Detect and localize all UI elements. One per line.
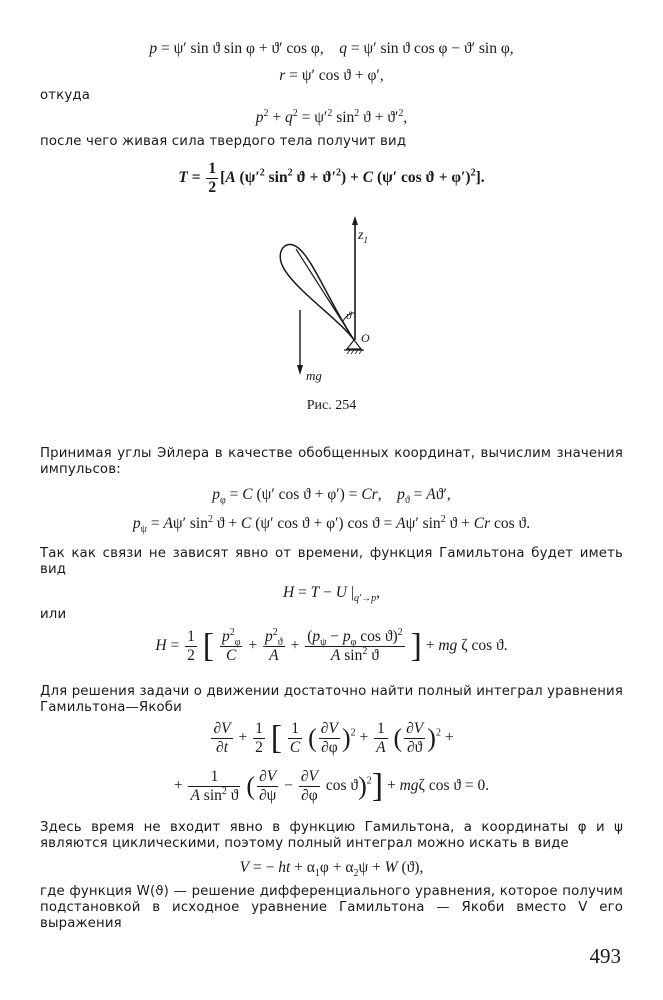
equation-p2-q2: $p^2 + q^2 = \psi'^2$ $\sin^2 ϑ + ϑ'^2$, [255, 107, 408, 126]
equation-r: r = ψ′ cos ϑ + φ′, [279, 67, 384, 84]
equation-hamiltonian-2: H = $\frac{1}{2}$ [ $\frac{p^2_\varphi}{C}$ + $\frac{p^2_ϑ}{A}$ + $\frac{(p_\psi - p_\varphi \cos ϑ)^2}{A \sin^2 ϑ}$ ] + mg ζ cos ϑ. [155, 626, 508, 665]
paragraph-prinimaya: Принимая углы Эйлера в качестве обобщенных координат, вычислим значения импульсов: [40, 446, 623, 477]
figure-254-diagram [270, 215, 400, 385]
body-axis-line [296, 249, 354, 340]
equation-hamilton-jacobi-line1: $\frac{\partial V}{\partial t}$ + $\frac{1}{2}$ [ $\frac{1}{C}$ ( $\frac{\partial V}{\partial\varphi}$ )$^2$ + $\frac{1}{A}$ ( $\frac{\partial V}{\partial ϑ}$ )$^2$ + [213, 719, 454, 757]
paragraph-zdes-vremya: Здесь время не входит явно в функцию Гамильтона, а координаты φ и ψ являются циклическими, поэтому полный интеграл можно искать в виде [40, 820, 623, 851]
z-axis-arrow [352, 216, 358, 225]
pivot-hatching [347, 350, 362, 354]
equation-p-q: p = ψ′ sin ϑ sin φ + ϑ′ cos φ, q = ψ′ sin ϑ cos φ − ϑ′ sin φ, [149, 40, 514, 57]
figure-caption: Рис. 254 [306, 398, 357, 413]
page-number: 493 [589, 944, 621, 968]
text-posle: после чего живая сила твердого тела получит вид [40, 134, 407, 149]
angle-label: ϑ [346, 310, 352, 322]
gravity-label: mg [306, 368, 322, 383]
word-ili: или [40, 607, 67, 622]
equation-p-phi: $p_\varphi = C$ (ψ′ cos ϑ + φ′) = Cr, $p_ϑ = Aϑ'$, [212, 486, 451, 507]
paragraph-tak-kak: Так как связи не зависят явно от времени, функция Гамильтона будет иметь вид [40, 546, 623, 577]
pivot-support [347, 340, 361, 349]
equation-hamilton-jacobi-line2: + $\frac{1}{A \sin^2 ϑ}$ ( $\frac{\partial V}{\partial\psi}$ − $\frac{\partial V}{\partial\varphi}$ cos ϑ)$^2$] + mgζ cos ϑ = 0. [173, 767, 490, 805]
equation-p-psi: $p_\psi = A\psi'$ $\sin^2 ϑ + C$ (ψ′ cos ϑ + φ′) cos ϑ = Aψ′ $\sin^2 ϑ + Cr$ cos ϑ. [132, 513, 531, 536]
equation-hamiltonian-1: H = T − U $|_{q'\to p}$, [282, 584, 381, 605]
word-otkuda: откуда [40, 88, 91, 103]
gravity-vector-arrow [297, 365, 303, 375]
equation-V: V = − ht + $\alpha_1\varphi + \alpha_2\psi + W$ (ϑ), [239, 859, 424, 880]
rigid-body-outline [280, 244, 354, 340]
z-axis-label: $z_1$ [358, 228, 368, 245]
paragraph-dlya-resheniya: Для решения задачи о движении достаточно найти полный интеграл уравнения Гамильтона—Якоби [40, 684, 624, 715]
paragraph-gde-funktsiya: где функция W(ϑ) — решение дифференциального уравнения, которое получим подстановкой в исходное уравнение Гамильтона — Якоби вместо V его выражения [40, 884, 623, 931]
equation-kinetic-energy: T = $\frac{1}{2}$ [A ($\psi'^2$ $\sin^2 ϑ + ϑ'^2) + C$ (ψ′ cos ϑ + φ′)$^2$]. [178, 160, 485, 196]
pivot-label: O [361, 331, 370, 345]
